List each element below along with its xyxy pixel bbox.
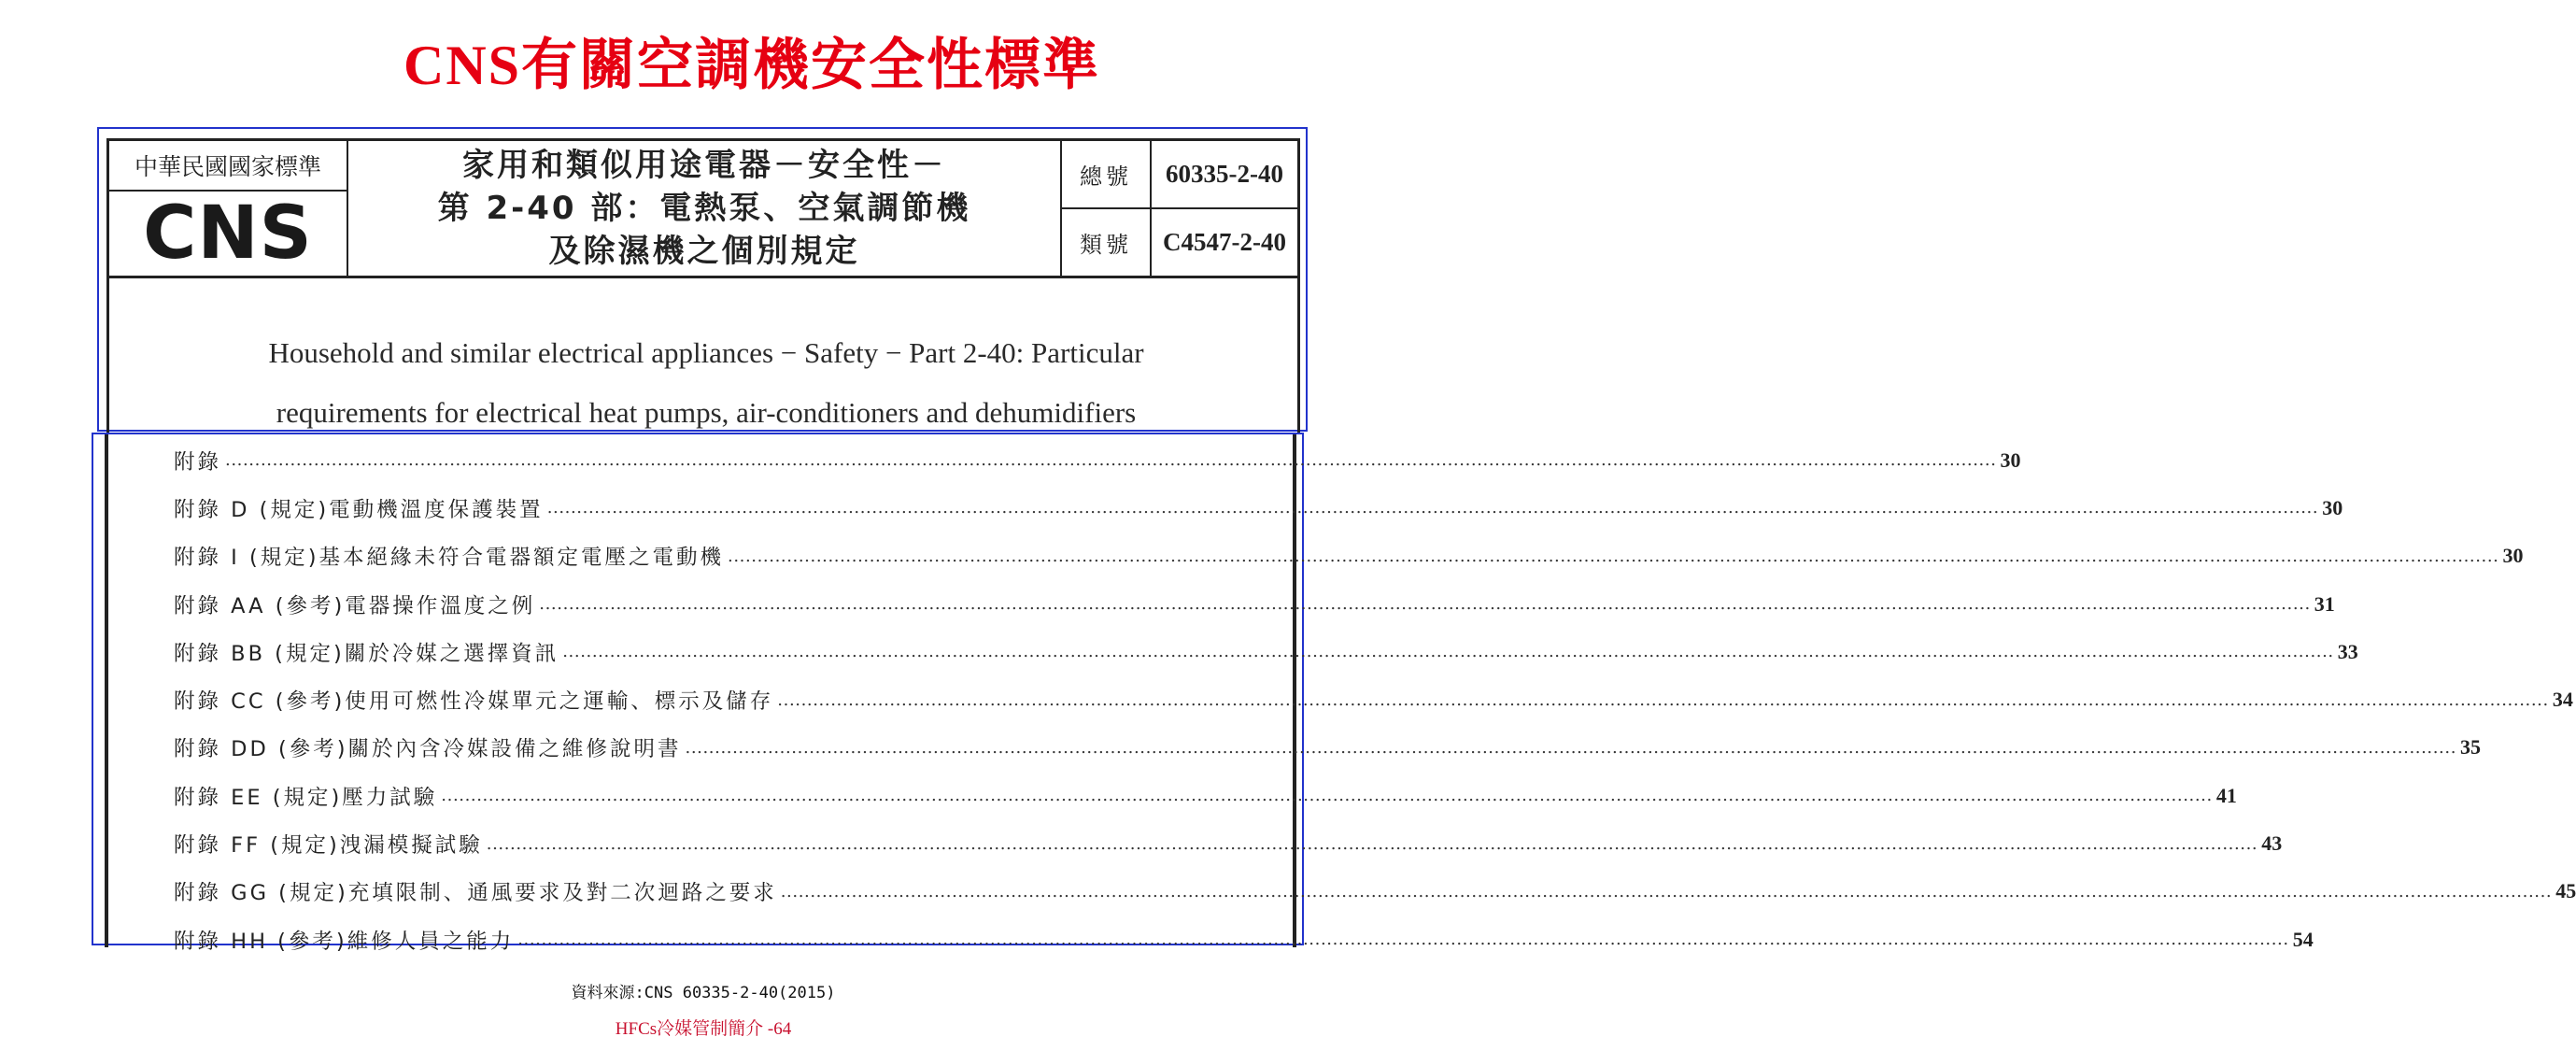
toc-list — [174, 436, 2576, 963]
standard-header-table — [106, 138, 1300, 278]
total-number-value: 60335-2-40 — [1166, 160, 1283, 188]
toc-leader-dots: ............................................................................................................................................................................................................................................................................................................ — [539, 594, 2311, 615]
toc-leader-dots: ............................................................................................................................................................................................................................................................................................................ — [486, 833, 2258, 854]
toc-entry — [174, 675, 2573, 723]
standard-org-name: 中華民國國家標準 — [109, 141, 347, 192]
toc-entry-label: 附錄 AA (參考)電器操作溫度之例 — [174, 593, 536, 618]
toc-leader-dots: ............................................................................................................................................................................................................................................................................................................ — [517, 930, 2289, 950]
header-number-cells — [1062, 141, 1297, 276]
toc-leader-dots: ............................................................................................................................................................................................................................................................................................................ — [546, 498, 2319, 518]
toc-entry-page: 45 — [2555, 879, 2576, 903]
toc-entry — [174, 580, 2335, 628]
english-title-line: Household and similar electrical appliances − Safety − Part 2-40: Particular — [268, 336, 1144, 369]
toc-leader-dots: ............................................................................................................................................................................................................................................................................................................ — [225, 450, 1997, 471]
slide-footer: HFCs冷媒管制簡介 -64 — [615, 1019, 792, 1039]
toc-entry-label: 附錄 EE (規定)壓力試驗 — [174, 785, 438, 810]
toc-entry-label: 附錄 CC (參考)使用可燃性冷媒單元之運輸、標示及儲存 — [174, 689, 774, 715]
total-number-label: 總號 — [1062, 141, 1152, 207]
toc-entry-page: 30 — [2322, 495, 2343, 519]
toc-entry — [174, 819, 2283, 867]
toc-leader-dots: ............................................................................................................................................................................................................................................................................................................ — [777, 689, 2549, 710]
toc-leader-dots: ............................................................................................................................................................................................................................................................................................................ — [441, 786, 2213, 806]
toc-entry-label: 附錄 — [174, 449, 222, 475]
toc-entry-label: 附錄 DD (參考)關於內含冷媒設備之維修說明書 — [174, 737, 682, 762]
slide-title: CNS有關空調機安全性標準 — [403, 35, 1101, 96]
class-number-label: 類號 — [1062, 209, 1152, 276]
toc-entry-page: 30 — [2502, 544, 2524, 568]
toc-entry-page: 54 — [2292, 927, 2314, 951]
standard-title-line: 家用和類似用途電器－安全性－ — [462, 147, 946, 184]
class-number-row — [1062, 207, 1297, 276]
toc-entry-page: 33 — [2337, 639, 2358, 663]
standard-title-line: 第 2-40 部：電熱泵、空氣調節機 — [437, 190, 971, 227]
toc-entry-label: 附錄 HH (參考)維修人員之能力 — [174, 929, 515, 954]
toc-entry-page: 35 — [2460, 735, 2482, 760]
toc-leader-dots: ............................................................................................................................................................................................................................................................................................................ — [780, 881, 2553, 902]
toc-leader-dots: ............................................................................................................................................................................................................................................................................................................ — [685, 737, 2457, 758]
cns-logo: CNS — [143, 192, 313, 276]
toc-entry-label: 附錄 FF (規定)洩漏模擬試驗 — [174, 833, 483, 859]
toc-entry — [174, 436, 2021, 484]
toc-entry-page: 34 — [2552, 688, 2573, 712]
standard-title — [348, 141, 1062, 276]
toc-entry-page: 41 — [2215, 783, 2237, 807]
page-frame-left — [105, 434, 108, 947]
toc-entry-page: 43 — [2261, 831, 2283, 856]
toc-entry-label: 附錄 I (規定)基本絕緣未符合電器額定電壓之電動機 — [174, 546, 724, 571]
english-title-line: requirements for electrical heat pumps, air-conditioners and dehumidifiers — [276, 396, 1137, 429]
header-left-cell — [109, 141, 348, 276]
toc-entry — [174, 724, 2482, 772]
toc-entry-page: 30 — [2000, 447, 2021, 472]
toc-entry-page: 31 — [2314, 591, 2335, 616]
page-frame-left — [106, 277, 109, 435]
toc-entry-label: 附錄 D (規定)電動機溫度保護裝置 — [174, 497, 544, 522]
toc-entry — [174, 484, 2343, 532]
toc-entry-label: 附錄 BB (規定)關於冷媒之選擇資訊 — [174, 641, 559, 666]
table-of-contents-panel — [92, 433, 2576, 954]
total-number-row — [1062, 141, 1297, 207]
class-number-value: C4547-2-40 — [1163, 228, 1286, 256]
page-frame-right — [1297, 277, 1300, 435]
source-citation: 資料來源:CNS 60335-2-40(2015) — [571, 984, 836, 1002]
toc-entry — [174, 533, 2524, 580]
toc-leader-dots: ............................................................................................................................................................................................................................................................................................................ — [728, 546, 2499, 566]
standard-title-line: 及除濕機之個別規定 — [548, 233, 860, 270]
toc-entry — [174, 628, 2358, 675]
toc-entry-label: 附錄 GG (規定)充填限制、通風要求及對二次迴路之要求 — [174, 881, 777, 906]
toc-entry — [174, 868, 2576, 916]
toc-entry — [174, 916, 2314, 963]
document-header-panel — [97, 127, 1308, 432]
toc-entry — [174, 772, 2237, 819]
toc-leader-dots: ............................................................................................................................................................................................................................................................................................................ — [562, 642, 2334, 662]
